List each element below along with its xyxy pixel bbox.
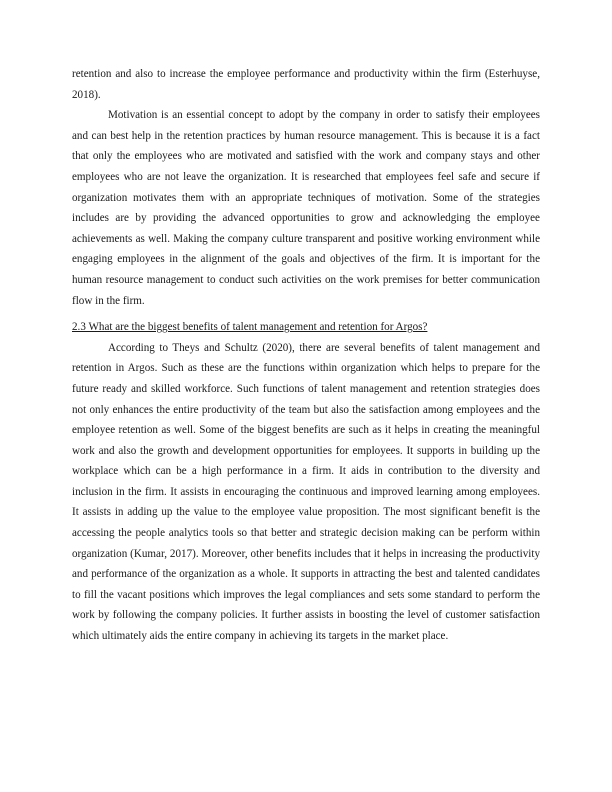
paragraph-benefits: According to Theys and Schultz (2020), there are several benefits of talent management and retention in Argos. Such as these are the functions within organization which helps to prepare for the future ready and skilled workforce. Such functions of talent management and retention strategies does not only enhances the entire productivity of the team but also the satisfaction among employees and the employee retention as well. Some of the biggest benefits are such as it helps in creating the meaningful work and also the growth and development opportunities for employees. It supports in building up the workplace which can be a high performance in a firm. It aids in contribution to the diversity and inclusion in the firm. It assists in encouraging the continuous and improved learning among employees. It assists in adding up the value to the employee value proposition. The most significant benefit is the accessing the people analytics tools so that better and strategic decision making can be perform within organization (Kumar, 2017). Moreover, other benefits includes that it helps in increasing the productivity and performance of the organization as a whole. It supports in attracting the best and talented candidates to fill the vacant positions which improves the legal compliances and sets some standard to perform the work by following the company policies. It further assists in boosting the level of customer satisfaction which ultimately aids the entire company in achieving its targets in the market place. — [72, 341, 540, 643]
paragraph-motivation: Motivation is an essential concept to adopt by the company in order to satisfy their employees and can best help in the retention practices by human resource management. This is because it is a fact that only the employees who are motivated and satisfied with the work and company stays and other employees who are not leave the organization. It is researched that employees feel safe and secure if organization motivates them with an appropriate techniques of motivation. Some of the strategies includes are by providing the advanced opportunities to grow and acknowledging the employee achievements as well. Making the company culture transparent and positive working environment while engaging employees in the alignment of the goals and objectives of the firm. It is important for the human resource management to conduct such activities on the work premises for better communication flow in the firm. — [72, 109, 540, 307]
section-heading-benefits: 2.3 What are the biggest benefits of talent management and retention for Argos? — [72, 321, 428, 334]
paragraph-retention-continuation: retention and also to increase the employee performance and productivity within the firm (Esterhuyse, 2018). — [72, 68, 540, 101]
document-page — [72, 64, 540, 647]
